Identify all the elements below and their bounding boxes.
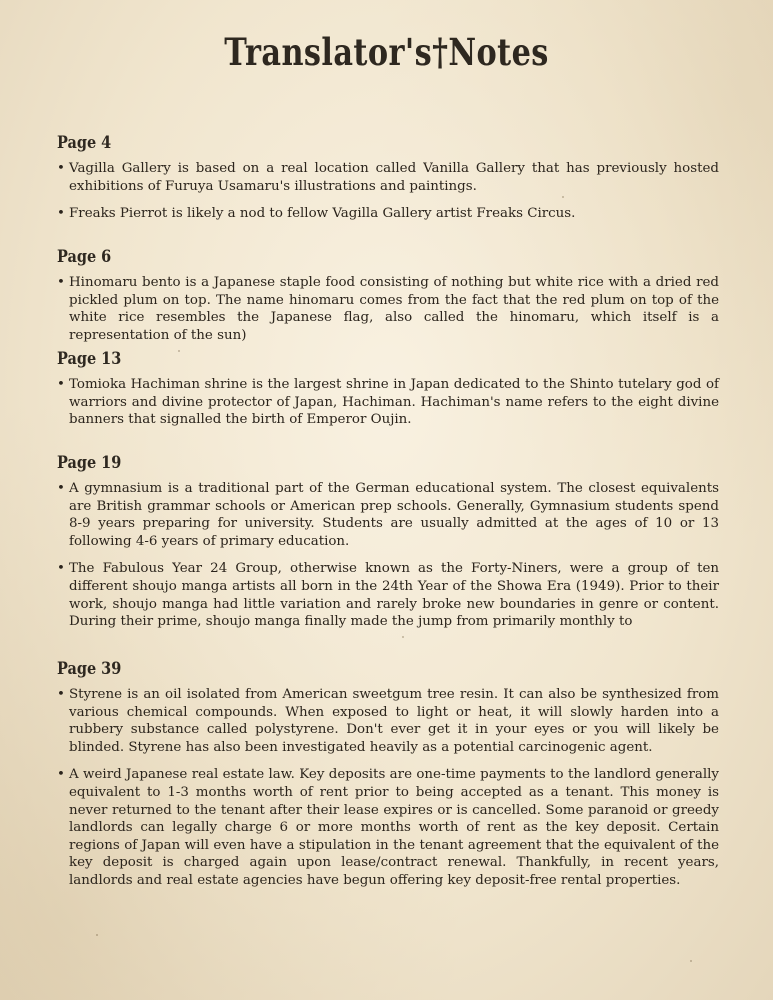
bullet-icon: • <box>57 687 65 702</box>
paper-speck <box>178 350 180 352</box>
section-page-19 <box>57 452 719 641</box>
note-text: The Fabulous Year 24 Group, otherwise known as the Forty-Niners, were a group of ten different shoujo manga artists all born in the 24th Year of the Showa Era (1949). Prior to their work, shoujo manga had little variation and rarely broke new boundaries in genre or content. During their prime, shoujo manga finally made the jump from primarily monthly to <box>69 561 719 630</box>
section-heading: Page 13 <box>57 349 122 369</box>
section-page-6 <box>57 246 719 354</box>
note-item <box>57 686 719 756</box>
bullet-icon: • <box>57 275 65 290</box>
bullet-icon: • <box>57 481 65 496</box>
note-item <box>57 205 719 223</box>
note-text: A gymnasium is a traditional part of the German educational system. The closest equivalents are British grammar schools or American prep schools. Generally, Gymnasium students spend 8-9 years preparing for university. Students are usually admitted at the ages of 10 or 13 following 4-6 years of primary education. <box>69 481 719 549</box>
note-item <box>57 274 719 344</box>
note-item <box>57 766 719 889</box>
paper-speck <box>562 196 564 198</box>
section-page-13 <box>57 348 719 439</box>
note-item <box>57 560 719 630</box>
section-page-4 <box>57 132 719 233</box>
note-text: A weird Japanese real estate law. Key deposits are one-time payments to the landlord generally equivalent to 1-3 months worth of rent prior to being accepted as a tenant. This money is never returned to the tenant after their lease expires or is cancelled. Some paranoid or greedy landlords can legally charge 6 or more months worth of rent as the key deposit. Certain regions of Japan will even have a stipulation in the tenant agreement that the equivalent of the key deposit is charged again upon lease/contract renewal. Thankfully, in recent years, landlords and real estate agencies have begun offering key deposit-free rental properties. <box>69 767 719 888</box>
note-text: Hinomaru bento is a Japanese staple food consisting of nothing but white rice with a dried red pickled plum on top. The name hinomaru comes from the fact that the red plum on top of the white rice resembles the Japanese flag, also called the hinomaru, which itself is a representation of the sun) <box>69 275 719 343</box>
page-title: Translator's†Notes <box>224 30 549 74</box>
note-item <box>57 376 719 429</box>
paper-speck <box>690 960 692 962</box>
note-text: Tomioka Hachiman shrine is the largest shrine in Japan dedicated to the Shinto tutelary god of warriors and divine protector of Japan, Hachiman. Hachiman's name refers to the eight divine banners that signalled the birth of Emperor Oujin. <box>69 377 719 428</box>
bullet-icon: • <box>57 161 65 176</box>
bullet-icon: • <box>57 561 65 577</box>
note-text: Styrene is an oil isolated from American sweetgum tree resin. It can also be synthesized from various chemical compounds. When exposed to light or heat, it will slowly harden into a rubbery substance called polystyrene. Don't ever get it in your eyes or you will likely be blinded. Styrene has also been investigated heavily as a potential carcinogenic agent. <box>69 687 719 755</box>
note-text: Freaks Pierrot is likely a nod to fellow Vagilla Gallery artist Freaks Circus. <box>69 206 576 222</box>
bullet-icon: • <box>57 206 65 222</box>
section-page-39 <box>57 658 719 900</box>
note-item <box>57 160 719 195</box>
paper-speck <box>402 636 404 638</box>
section-heading: Page 6 <box>57 247 112 267</box>
section-heading: Page 39 <box>57 659 122 679</box>
note-item <box>57 480 719 550</box>
paper-speck <box>96 934 98 936</box>
section-heading: Page 4 <box>57 133 112 153</box>
bullet-icon: • <box>57 377 65 392</box>
section-heading: Page 19 <box>57 453 122 473</box>
bullet-icon: • <box>57 767 65 783</box>
note-text: Vagilla Gallery is based on a real location called Vanilla Gallery that has previously hosted exhibitions of Furuya Usamaru's illustrations and paintings. <box>69 161 719 194</box>
